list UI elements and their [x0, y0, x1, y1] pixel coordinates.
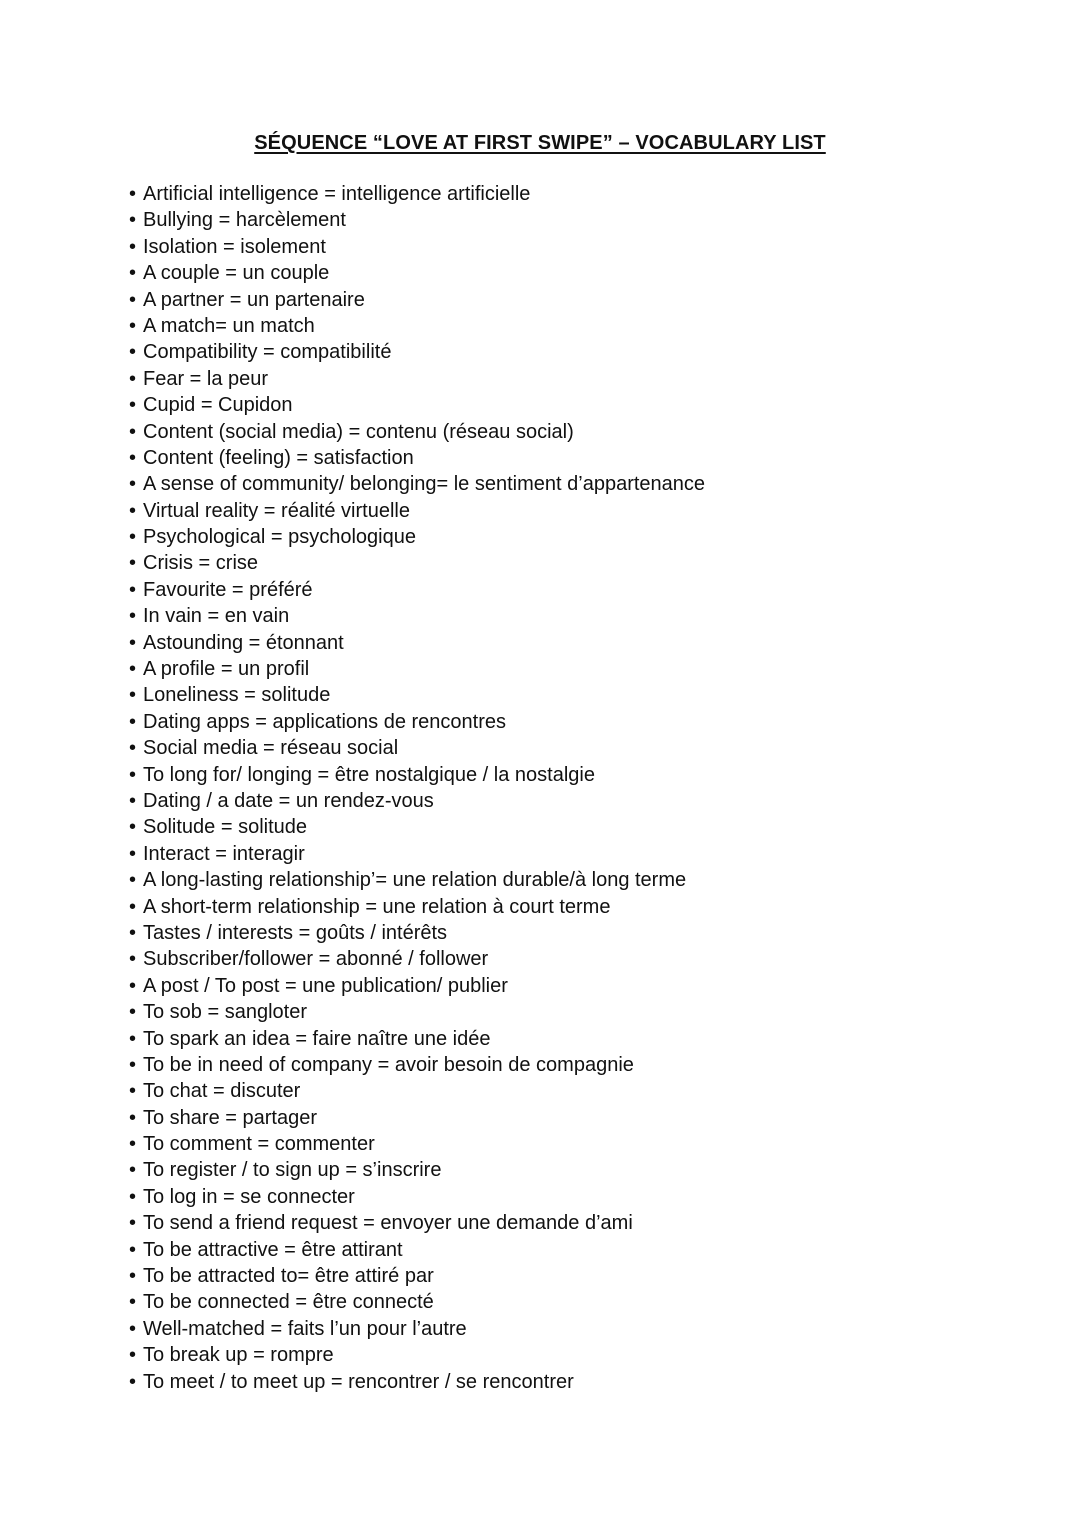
bullet-icon: •	[129, 341, 137, 364]
bullet-icon: •	[129, 1001, 137, 1024]
vocabulary-item	[129, 762, 989, 788]
vocabulary-item	[129, 471, 989, 497]
vocabulary-item-text: To spark an idea = faire naître une idée	[143, 1027, 491, 1050]
bullet-icon: •	[129, 789, 137, 812]
vocabulary-list	[129, 181, 989, 1395]
vocabulary-item-text: Loneliness = solitude	[143, 684, 331, 707]
vocabulary-item	[129, 207, 989, 233]
bullet-icon: •	[129, 605, 137, 628]
vocabulary-item	[129, 498, 989, 524]
vocabulary-item	[129, 788, 989, 814]
vocabulary-item-text: To be attractive = être attirant	[143, 1238, 403, 1261]
vocabulary-item	[129, 814, 989, 840]
vocabulary-item	[129, 1263, 989, 1289]
vocabulary-item-text: Well-matched = faits l’un pour l’autre	[143, 1317, 467, 1340]
bullet-icon: •	[129, 710, 137, 733]
vocabulary-item-text: Solitude = solitude	[143, 816, 308, 839]
bullet-icon: •	[129, 763, 137, 786]
vocabulary-item	[129, 1342, 989, 1368]
bullet-icon: •	[129, 578, 137, 601]
vocabulary-item-text: Interact = interagir	[143, 842, 305, 865]
vocabulary-item-text: To break up = rompre	[143, 1344, 334, 1367]
bullet-icon: •	[129, 235, 137, 258]
vocabulary-item	[129, 1289, 989, 1315]
bullet-icon: •	[129, 446, 137, 469]
bullet-icon: •	[129, 1238, 137, 1261]
vocabulary-item-text: To log in = se connecter	[143, 1185, 355, 1208]
vocabulary-item-text: Favourite = préféré	[143, 578, 313, 601]
bullet-icon: •	[129, 1317, 137, 1340]
bullet-icon: •	[129, 974, 137, 997]
vocabulary-item-text: Artificial intelligence = intelligence artificielle	[143, 183, 531, 205]
vocabulary-item-text: Psychological = psychologique	[143, 526, 416, 549]
bullet-icon: •	[129, 658, 137, 681]
vocabulary-item-text: A couple = un couple	[143, 262, 330, 285]
bullet-icon: •	[129, 209, 137, 232]
vocabulary-item-text: Compatibility = compatibilité	[143, 341, 392, 364]
vocabulary-item-text: To chat = discuter	[143, 1080, 301, 1103]
vocabulary-item-text: A post / To post = une publication/ publier	[143, 974, 508, 997]
bullet-icon: •	[129, 842, 137, 865]
vocabulary-item	[129, 550, 989, 576]
bullet-icon: •	[129, 367, 137, 390]
vocabulary-item-text: Astounding = étonnant	[143, 631, 344, 654]
bullet-icon: •	[129, 921, 137, 944]
vocabulary-item-text: Content (social media) = contenu (réseau social)	[143, 420, 574, 443]
vocabulary-item	[129, 709, 989, 735]
vocabulary-item-text: Crisis = crise	[143, 552, 259, 575]
vocabulary-item	[129, 1184, 989, 1210]
vocabulary-item	[129, 603, 989, 629]
vocabulary-item-text: To send a friend request = envoyer une demande d’ami	[143, 1212, 633, 1235]
vocabulary-item-text: A partner = un partenaire	[143, 288, 365, 311]
bullet-icon: •	[129, 1370, 137, 1393]
vocabulary-item-text: Bullying = harcèlement	[143, 209, 346, 232]
bullet-icon: •	[129, 288, 137, 311]
vocabulary-item	[129, 313, 989, 339]
vocabulary-item-text: Dating / a date = un rendez-vous	[143, 789, 434, 812]
bullet-icon: •	[129, 895, 137, 918]
vocabulary-item	[129, 735, 989, 761]
vocabulary-item-text: A match= un match	[143, 314, 315, 337]
vocabulary-item-text: Tastes / interests = goûts / intérêts	[143, 921, 448, 944]
vocabulary-item-text: Social media = réseau social	[143, 737, 399, 760]
vocabulary-item-text: To long for/ longing = être nostalgique / la nostalgie	[143, 763, 595, 786]
vocabulary-item	[129, 1026, 989, 1052]
vocabulary-item	[129, 973, 989, 999]
vocabulary-item-text: To meet / to meet up = rencontrer / se rencontrer	[143, 1370, 574, 1393]
vocabulary-item-text: A sense of community/ belonging= le sentiment d’appartenance	[143, 473, 706, 496]
vocabulary-item-text: Virtual reality = réalité virtuelle	[143, 499, 410, 522]
bullet-icon: •	[129, 737, 137, 760]
vocabulary-item-text: Dating apps = applications de rencontres	[143, 710, 507, 733]
vocabulary-item-text: A long-lasting relationship’= une relation durable/à long terme	[143, 869, 687, 892]
vocabulary-item-text: A profile = un profil	[143, 658, 310, 681]
bullet-icon: •	[129, 262, 137, 285]
vocabulary-item-text: To share = partager	[143, 1106, 317, 1129]
bullet-icon: •	[129, 394, 137, 417]
bullet-icon: •	[129, 552, 137, 575]
bullet-icon: •	[129, 1053, 137, 1076]
vocabulary-item	[129, 260, 989, 286]
vocabulary-item	[129, 1157, 989, 1183]
vocabulary-item	[129, 445, 989, 471]
vocabulary-item-text: To sob = sangloter	[143, 1001, 307, 1024]
bullet-icon: •	[129, 1185, 137, 1208]
vocabulary-item-text: In vain = en vain	[143, 605, 290, 628]
vocabulary-item	[129, 894, 989, 920]
vocabulary-item	[129, 1369, 989, 1395]
vocabulary-item	[129, 630, 989, 656]
vocabulary-item	[129, 946, 989, 972]
bullet-icon: •	[129, 499, 137, 522]
vocabulary-item	[129, 234, 989, 260]
bullet-icon: •	[129, 816, 137, 839]
vocabulary-item	[129, 524, 989, 550]
vocabulary-item	[129, 181, 989, 207]
vocabulary-item	[129, 841, 989, 867]
vocabulary-item	[129, 920, 989, 946]
vocabulary-item	[129, 1316, 989, 1342]
document-title: SÉQUENCE “LOVE AT FIRST SWIPE” – VOCABULARY LIST	[254, 132, 826, 154]
vocabulary-item	[129, 392, 989, 418]
vocabulary-item-text: To register / to sign up = s’inscrire	[143, 1159, 442, 1182]
bullet-icon: •	[129, 948, 137, 971]
vocabulary-item-text: Fear = la peur	[143, 367, 269, 390]
bullet-icon: •	[129, 473, 137, 496]
bullet-icon: •	[129, 183, 137, 205]
vocabulary-item-text: A short-term relationship = une relation à court terme	[143, 895, 611, 918]
bullet-icon: •	[129, 526, 137, 549]
bullet-icon: •	[129, 1106, 137, 1129]
bullet-icon: •	[129, 869, 137, 892]
bullet-icon: •	[129, 420, 137, 443]
vocabulary-item	[129, 656, 989, 682]
vocabulary-item	[129, 366, 989, 392]
vocabulary-item	[129, 682, 989, 708]
vocabulary-item-text: To be attracted to= être attiré par	[143, 1265, 434, 1288]
bullet-icon: •	[129, 1027, 137, 1050]
vocabulary-item	[129, 1078, 989, 1104]
bullet-icon: •	[129, 684, 137, 707]
bullet-icon: •	[129, 1133, 137, 1156]
bullet-icon: •	[129, 1212, 137, 1235]
bullet-icon: •	[129, 1159, 137, 1182]
bullet-icon: •	[129, 1265, 137, 1288]
bullet-icon: •	[129, 631, 137, 654]
vocabulary-item	[129, 1237, 989, 1263]
vocabulary-item-text: Content (feeling) = satisfaction	[143, 446, 414, 469]
vocabulary-item	[129, 1052, 989, 1078]
vocabulary-item	[129, 867, 989, 893]
bullet-icon: •	[129, 1080, 137, 1103]
vocabulary-item	[129, 1131, 989, 1157]
vocabulary-item-text: Isolation = isolement	[143, 235, 326, 258]
vocabulary-item	[129, 419, 989, 445]
vocabulary-item	[129, 339, 989, 365]
bullet-icon: •	[129, 314, 137, 337]
bullet-icon: •	[129, 1344, 137, 1367]
vocabulary-item-text: Cupid = Cupidon	[143, 394, 293, 417]
vocabulary-item	[129, 1210, 989, 1236]
vocabulary-item	[129, 577, 989, 603]
vocabulary-item	[129, 1105, 989, 1131]
vocabulary-item-text: To be connected = être connecté	[143, 1291, 434, 1314]
vocabulary-item-text: To be in need of company = avoir besoin de compagnie	[143, 1053, 634, 1076]
vocabulary-item	[129, 999, 989, 1025]
bullet-icon: •	[129, 1291, 137, 1314]
vocabulary-item-text: Subscriber/follower = abonné / follower	[143, 948, 489, 971]
vocabulary-item	[129, 287, 989, 313]
vocabulary-item-text: To comment = commenter	[143, 1133, 375, 1156]
